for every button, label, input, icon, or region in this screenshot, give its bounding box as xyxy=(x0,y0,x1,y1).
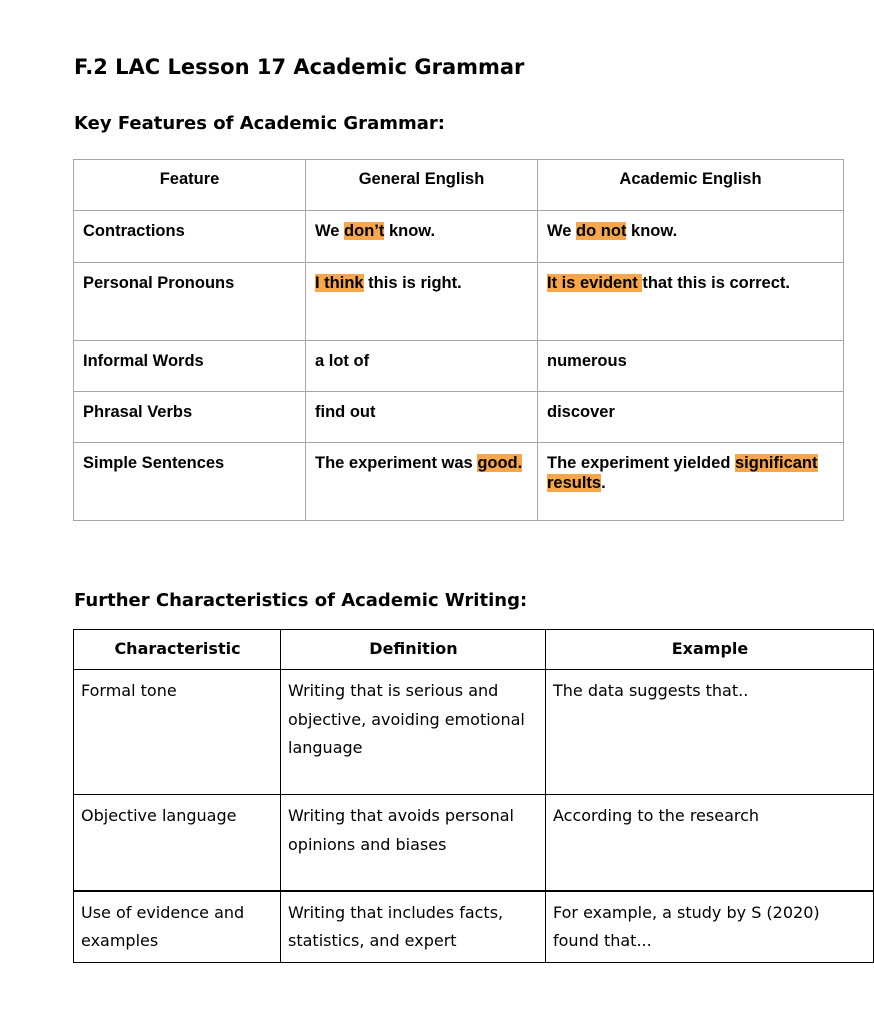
table-row xyxy=(74,670,874,795)
feature-cell: Contractions xyxy=(74,211,306,263)
highlighted-text: do not xyxy=(576,222,627,240)
characteristic-cell: Objective language xyxy=(74,795,281,891)
highlighted-text: It is evident xyxy=(547,274,643,292)
general-english-cell xyxy=(306,341,538,392)
example-cell: For example, a study by S (2020) found that... xyxy=(546,891,874,963)
cell-text: that this is correct. xyxy=(642,274,790,292)
feature-cell: Informal Words xyxy=(74,341,306,392)
academic-english-cell xyxy=(538,443,844,521)
table-row xyxy=(74,211,844,263)
feature-cell: Simple Sentences xyxy=(74,443,306,521)
general-english-cell xyxy=(306,443,538,521)
key-features-table xyxy=(73,159,818,521)
highlighted-text: good. xyxy=(477,454,523,472)
characteristics-table xyxy=(73,629,820,961)
column-header: Feature xyxy=(74,160,306,211)
table-row xyxy=(74,891,874,963)
cell-text: We xyxy=(547,222,577,240)
section-heading-further-characteristics: Further Characteristics of Academic Writing: xyxy=(74,590,528,611)
cell-text: The experiment was xyxy=(315,454,478,472)
definition-cell: Writing that is serious and objective, avoiding emotional language xyxy=(281,670,546,795)
highlighted-text: don’t xyxy=(344,222,385,240)
general-english-cell xyxy=(306,263,538,341)
column-header: Definition xyxy=(281,630,546,670)
academic-english-cell xyxy=(538,263,844,341)
example-cell: According to the research xyxy=(546,795,874,891)
cell-text: know. xyxy=(626,222,678,240)
characteristic-cell: Formal tone xyxy=(74,670,281,795)
example-cell: The data suggests that.. xyxy=(546,670,874,795)
feature-cell: Phrasal Verbs xyxy=(74,392,306,443)
table-row xyxy=(74,443,844,521)
cell-text: We xyxy=(315,222,345,240)
characteristic-cell: Use of evidence and examples xyxy=(74,891,281,963)
cell-text: a lot of xyxy=(315,352,370,370)
highlighted-text: I think xyxy=(315,274,364,292)
column-header: General English xyxy=(306,160,538,211)
page-title: F.2 LAC Lesson 17 Academic Grammar xyxy=(74,55,525,79)
cell-text: find out xyxy=(315,403,376,421)
table-header-row xyxy=(74,160,844,211)
academic-english-cell xyxy=(538,341,844,392)
cell-text: The experiment yielded xyxy=(547,454,735,472)
definition-cell: Writing that includes facts, statistics, and expert xyxy=(281,891,546,963)
highlighted-text: significant results xyxy=(547,454,818,492)
table-row xyxy=(74,392,844,443)
general-english-cell xyxy=(306,392,538,443)
general-english-cell xyxy=(306,211,538,263)
table-row xyxy=(74,795,874,891)
section-heading-key-features: Key Features of Academic Grammar: xyxy=(74,113,445,134)
table-row xyxy=(74,263,844,341)
feature-cell: Personal Pronouns xyxy=(74,263,306,341)
column-header: Characteristic xyxy=(74,630,281,670)
column-header: Example xyxy=(546,630,874,670)
cell-text: . xyxy=(601,474,606,492)
academic-english-cell xyxy=(538,211,844,263)
cell-text: know. xyxy=(384,222,436,240)
cell-text: this is right. xyxy=(363,274,462,292)
definition-cell: Writing that avoids personal opinions and biases xyxy=(281,795,546,891)
table-row xyxy=(74,341,844,392)
cell-text: numerous xyxy=(547,352,627,370)
cell-text: discover xyxy=(547,403,615,421)
table-header-row xyxy=(74,630,874,670)
column-header: Academic English xyxy=(538,160,844,211)
academic-english-cell xyxy=(538,392,844,443)
